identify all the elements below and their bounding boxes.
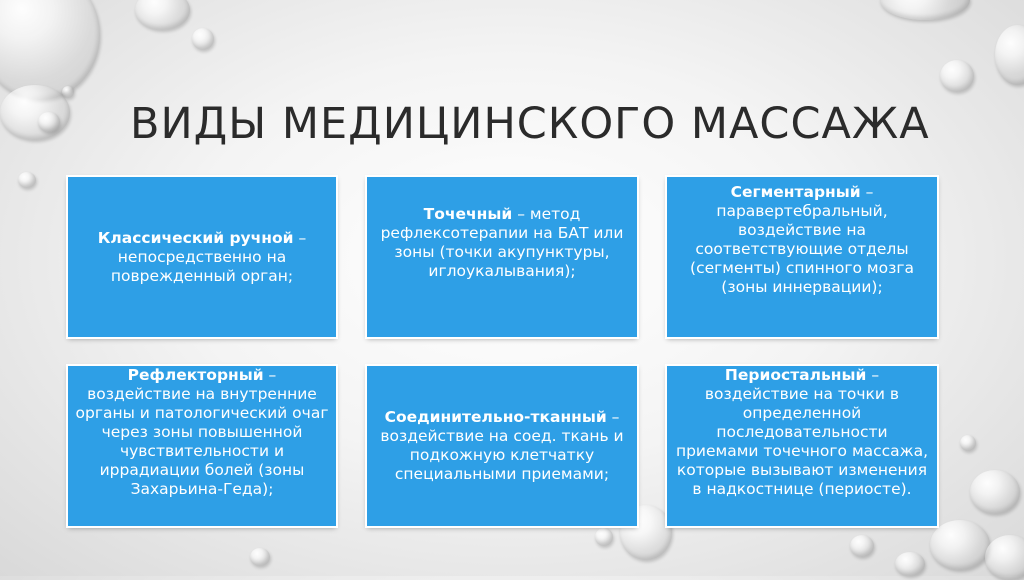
water-drop-decoration	[62, 86, 74, 98]
water-drop-decoration	[0, 0, 100, 100]
card-connective-tissue	[367, 366, 637, 526]
water-drop-decoration	[970, 470, 1020, 514]
card-periosteal	[667, 366, 937, 526]
water-drop-decoration	[18, 172, 36, 188]
water-drop-decoration	[995, 25, 1024, 85]
card-term: Периостальный	[724, 366, 867, 384]
water-drop-decoration	[135, 0, 190, 30]
card-classic-manual	[68, 177, 336, 337]
card-text	[74, 366, 330, 499]
card-description: – воздействие на внутренние органы и патологический очаг через зоны повышенной чувствительности и иррадиации болей (зоны Захарьина-Геда);	[75, 366, 329, 498]
water-drop-decoration	[930, 520, 990, 570]
card-text	[373, 205, 631, 281]
card-description: – воздействие на точки в определенной последовательности приемами точечного массажа, которые вызывают изменения в надкостнице (периосте).	[675, 366, 929, 498]
card-acupressure	[367, 177, 637, 337]
water-drop-decoration	[595, 528, 613, 546]
card-term: Сегментарный	[730, 183, 861, 201]
card-text	[373, 408, 631, 484]
card-term: Соединительно-тканный	[384, 408, 607, 426]
water-drop-decoration	[192, 28, 214, 50]
card-term: Точечный	[423, 205, 513, 223]
card-description: – воздействие на соед. ткань и подкожную клетчатку специальными приемами;	[380, 408, 624, 483]
card-text	[673, 183, 931, 297]
water-drop-decoration	[250, 548, 270, 566]
card-description: – метод рефлексотерапии на БАТ или зоны (точки акупунктуры, иглоукалывания);	[380, 205, 624, 280]
card-segmental	[667, 177, 937, 337]
water-drop-decoration	[38, 112, 60, 132]
water-drop-decoration	[985, 535, 1024, 580]
water-drop-decoration	[880, 0, 970, 20]
water-drop-decoration	[0, 85, 70, 140]
card-term: Классический ручной	[97, 228, 294, 247]
card-reflex	[68, 366, 336, 526]
water-drop-decoration	[960, 435, 976, 451]
card-description: – паравертебральный, воздействие на соответствующие отделы (сегменты) спинного мозга (зоны иннервации);	[690, 183, 914, 296]
card-description: – непосредственно на поврежденный орган;	[110, 228, 307, 285]
water-drop-decoration	[850, 535, 874, 557]
card-term: Рефлекторный	[127, 366, 264, 384]
slide-title: ВИДЫ МЕДИЦИНСКОГО МАССАЖА	[130, 98, 930, 149]
water-drop-decoration	[940, 60, 974, 92]
water-drop-decoration	[895, 552, 925, 576]
card-text	[673, 366, 931, 499]
card-text	[74, 229, 330, 286]
